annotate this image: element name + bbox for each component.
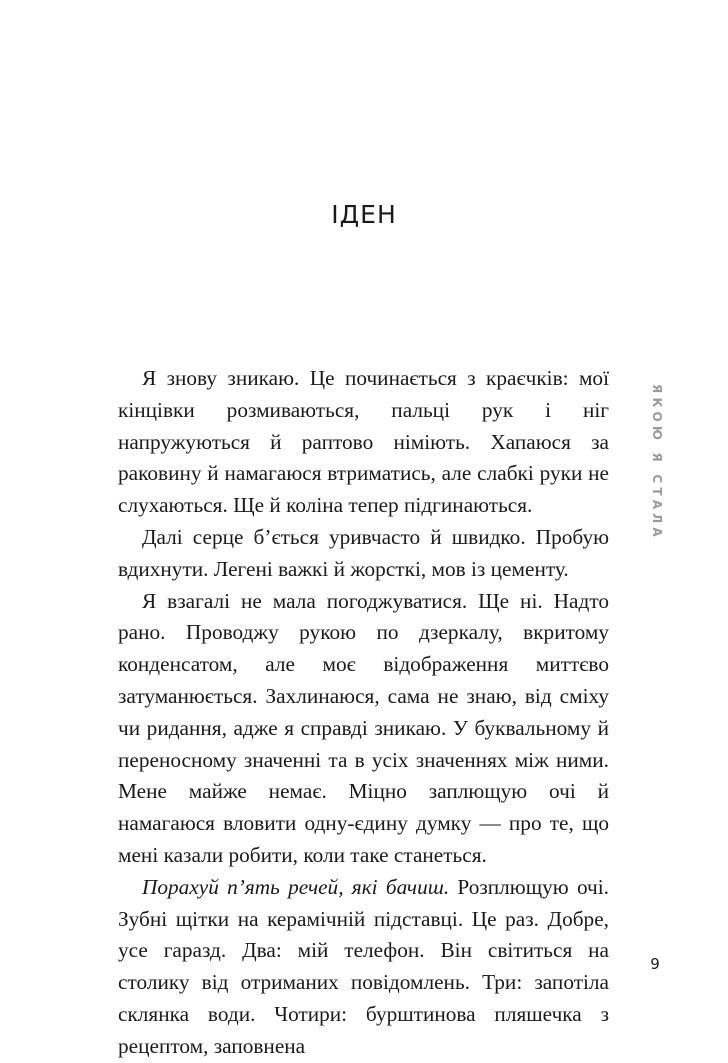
paragraph-4: [118, 872, 609, 1063]
paragraph-2: Далі серце б’ється уривчасто й швидко. Пробую вдихнути. Легені важкі й жорсткі, мов із цементу.: [118, 524, 609, 581]
paragraph-3: Я взагалі не мала погоджуватися. Ще ні. Надто рано. Проводжу рукою по дзеркалу, вкритому конденсатом, але моє відображення миттєво затуманюється. Захлинаюся, сама не знаю, від сміху чи ридання, адже я справді зникаю. У буквальному й переносному значенні та в усіх значеннях між ними. Мене майже немає. Міцно заплющую очі й намагаюся вловити одну-єдину думку — про те, що мені казали робити, коли таке станеться.: [118, 588, 609, 867]
paragraph-4-italic: Порахуй п’ять речей, які бачиш.: [142, 874, 450, 899]
body-text: [118, 363, 609, 1063]
side-running-header: ЯКОЮ Я СТАЛА: [650, 384, 664, 541]
page-number: 9: [650, 955, 660, 973]
paragraph-4-text: Розплющую очі. Зубні щітки на керамічній підставці. Це раз. Добре, усе гаразд. Два: мій телефон. Він світиться на столику від отриманих повідомлень. Три: запотіла склянка води. Чотири: бурштинова пляшечка з рецептом, заповнена: [118, 874, 609, 1058]
chapter-title: ІДЕН: [331, 200, 397, 229]
paragraph-1: Я знову зникаю. Це починається з краєчків: мої кінцівки розмиваються, пальці рук і ніг напружуються й раптово німіють. Хапаюся за раковину й намагаюся втриматись, але слабкі руки не слухаються. Ще й коліна тепер підгинаються.: [118, 366, 609, 518]
